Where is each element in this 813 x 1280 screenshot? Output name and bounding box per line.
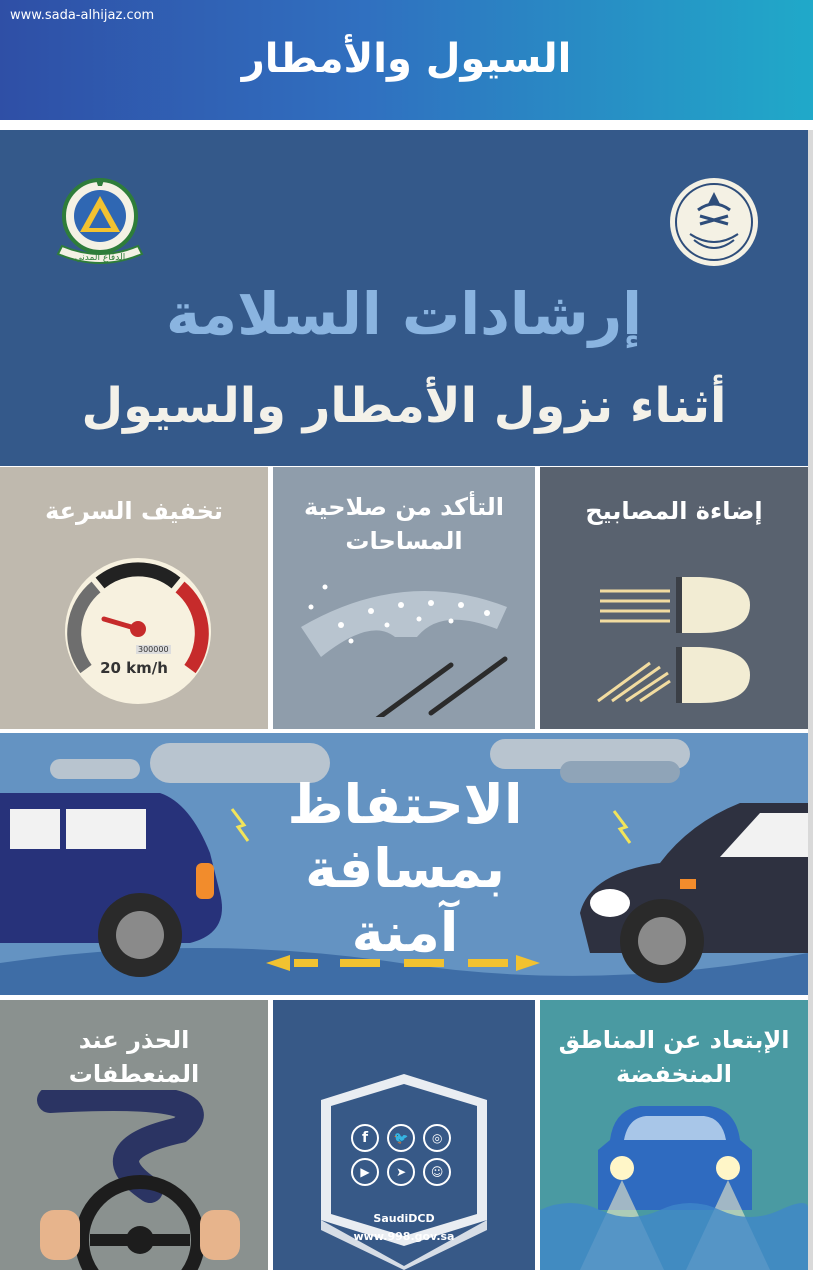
civil-defense-logo bbox=[50, 176, 150, 272]
tile-careful-curves-title-line2: المنعطفات bbox=[68, 1060, 200, 1088]
tile-avoid-low-areas-title-line1: الإبتعاد عن المناطق bbox=[558, 1026, 790, 1054]
tile-reduce-speed bbox=[0, 467, 268, 729]
tile-reduce-speed-title: تخفيف السرعة bbox=[45, 497, 223, 525]
steering-wheel-icon bbox=[30, 1090, 250, 1270]
website-link[interactable]: www.998.gov.sa bbox=[353, 1230, 455, 1243]
tile-check-wipers-title-line1: التأكد من صلاحية bbox=[303, 493, 505, 521]
tile-turn-on-lights-title: إضاءة المصابيح bbox=[585, 497, 763, 525]
speedometer-icon bbox=[64, 557, 212, 705]
tile-careful-curves bbox=[0, 1000, 268, 1270]
safe-distance-line3: آمنة bbox=[351, 901, 459, 964]
safe-distance-line1: الاحتفاظ bbox=[287, 773, 523, 836]
infographic-poster bbox=[0, 130, 808, 1270]
youtube-icon[interactable]: ▶ bbox=[351, 1158, 379, 1186]
telegram-icon[interactable]: ➤ bbox=[387, 1158, 415, 1186]
tile-check-wipers-title-line2: المساحات bbox=[345, 527, 463, 555]
snapchat-icon[interactable]: ☺ bbox=[423, 1158, 451, 1186]
tile-avoid-low-areas-title-line2: المنخفضة bbox=[616, 1060, 732, 1088]
poster-heading-secondary: أثناء نزول الأمطار والسيول bbox=[81, 378, 727, 434]
flooded-car-illustration bbox=[540, 1100, 808, 1270]
instagram-icon[interactable]: ◎ bbox=[423, 1124, 451, 1152]
speed-readout: 20 km/h bbox=[100, 659, 168, 677]
safe-distance-line2: بمسافة bbox=[305, 837, 505, 900]
tile-safe-distance bbox=[0, 733, 808, 995]
page-title: السيول والأمطار bbox=[241, 36, 572, 82]
poster-heading-primary: إرشادات السلامة bbox=[165, 280, 642, 348]
right-edge-strip bbox=[808, 130, 813, 1270]
poster-header-panel bbox=[0, 130, 808, 466]
site-header bbox=[0, 0, 813, 120]
wipers-icon bbox=[291, 567, 517, 717]
tile-avoid-low-areas bbox=[540, 1000, 808, 1270]
tile-check-wipers bbox=[273, 467, 535, 729]
facebook-icon[interactable]: f bbox=[351, 1124, 379, 1152]
headlights-icon bbox=[590, 577, 750, 707]
social-icons-grid bbox=[351, 1124, 461, 1186]
twitter-icon[interactable]: 🐦 bbox=[387, 1124, 415, 1152]
site-watermark[interactable]: www.sada-alhijaz.com bbox=[10, 8, 155, 23]
odometer-reading: 300000 bbox=[138, 645, 169, 654]
tile-turn-on-lights bbox=[540, 467, 808, 729]
ministry-seal-logo bbox=[668, 176, 760, 268]
civil-defense-logo-text: الدفاع المدني bbox=[74, 253, 126, 263]
social-handle: SaudiDCD bbox=[373, 1212, 435, 1225]
tile-social-links bbox=[273, 1000, 535, 1270]
tile-careful-curves-title-line1: الحذر عند bbox=[78, 1026, 190, 1054]
